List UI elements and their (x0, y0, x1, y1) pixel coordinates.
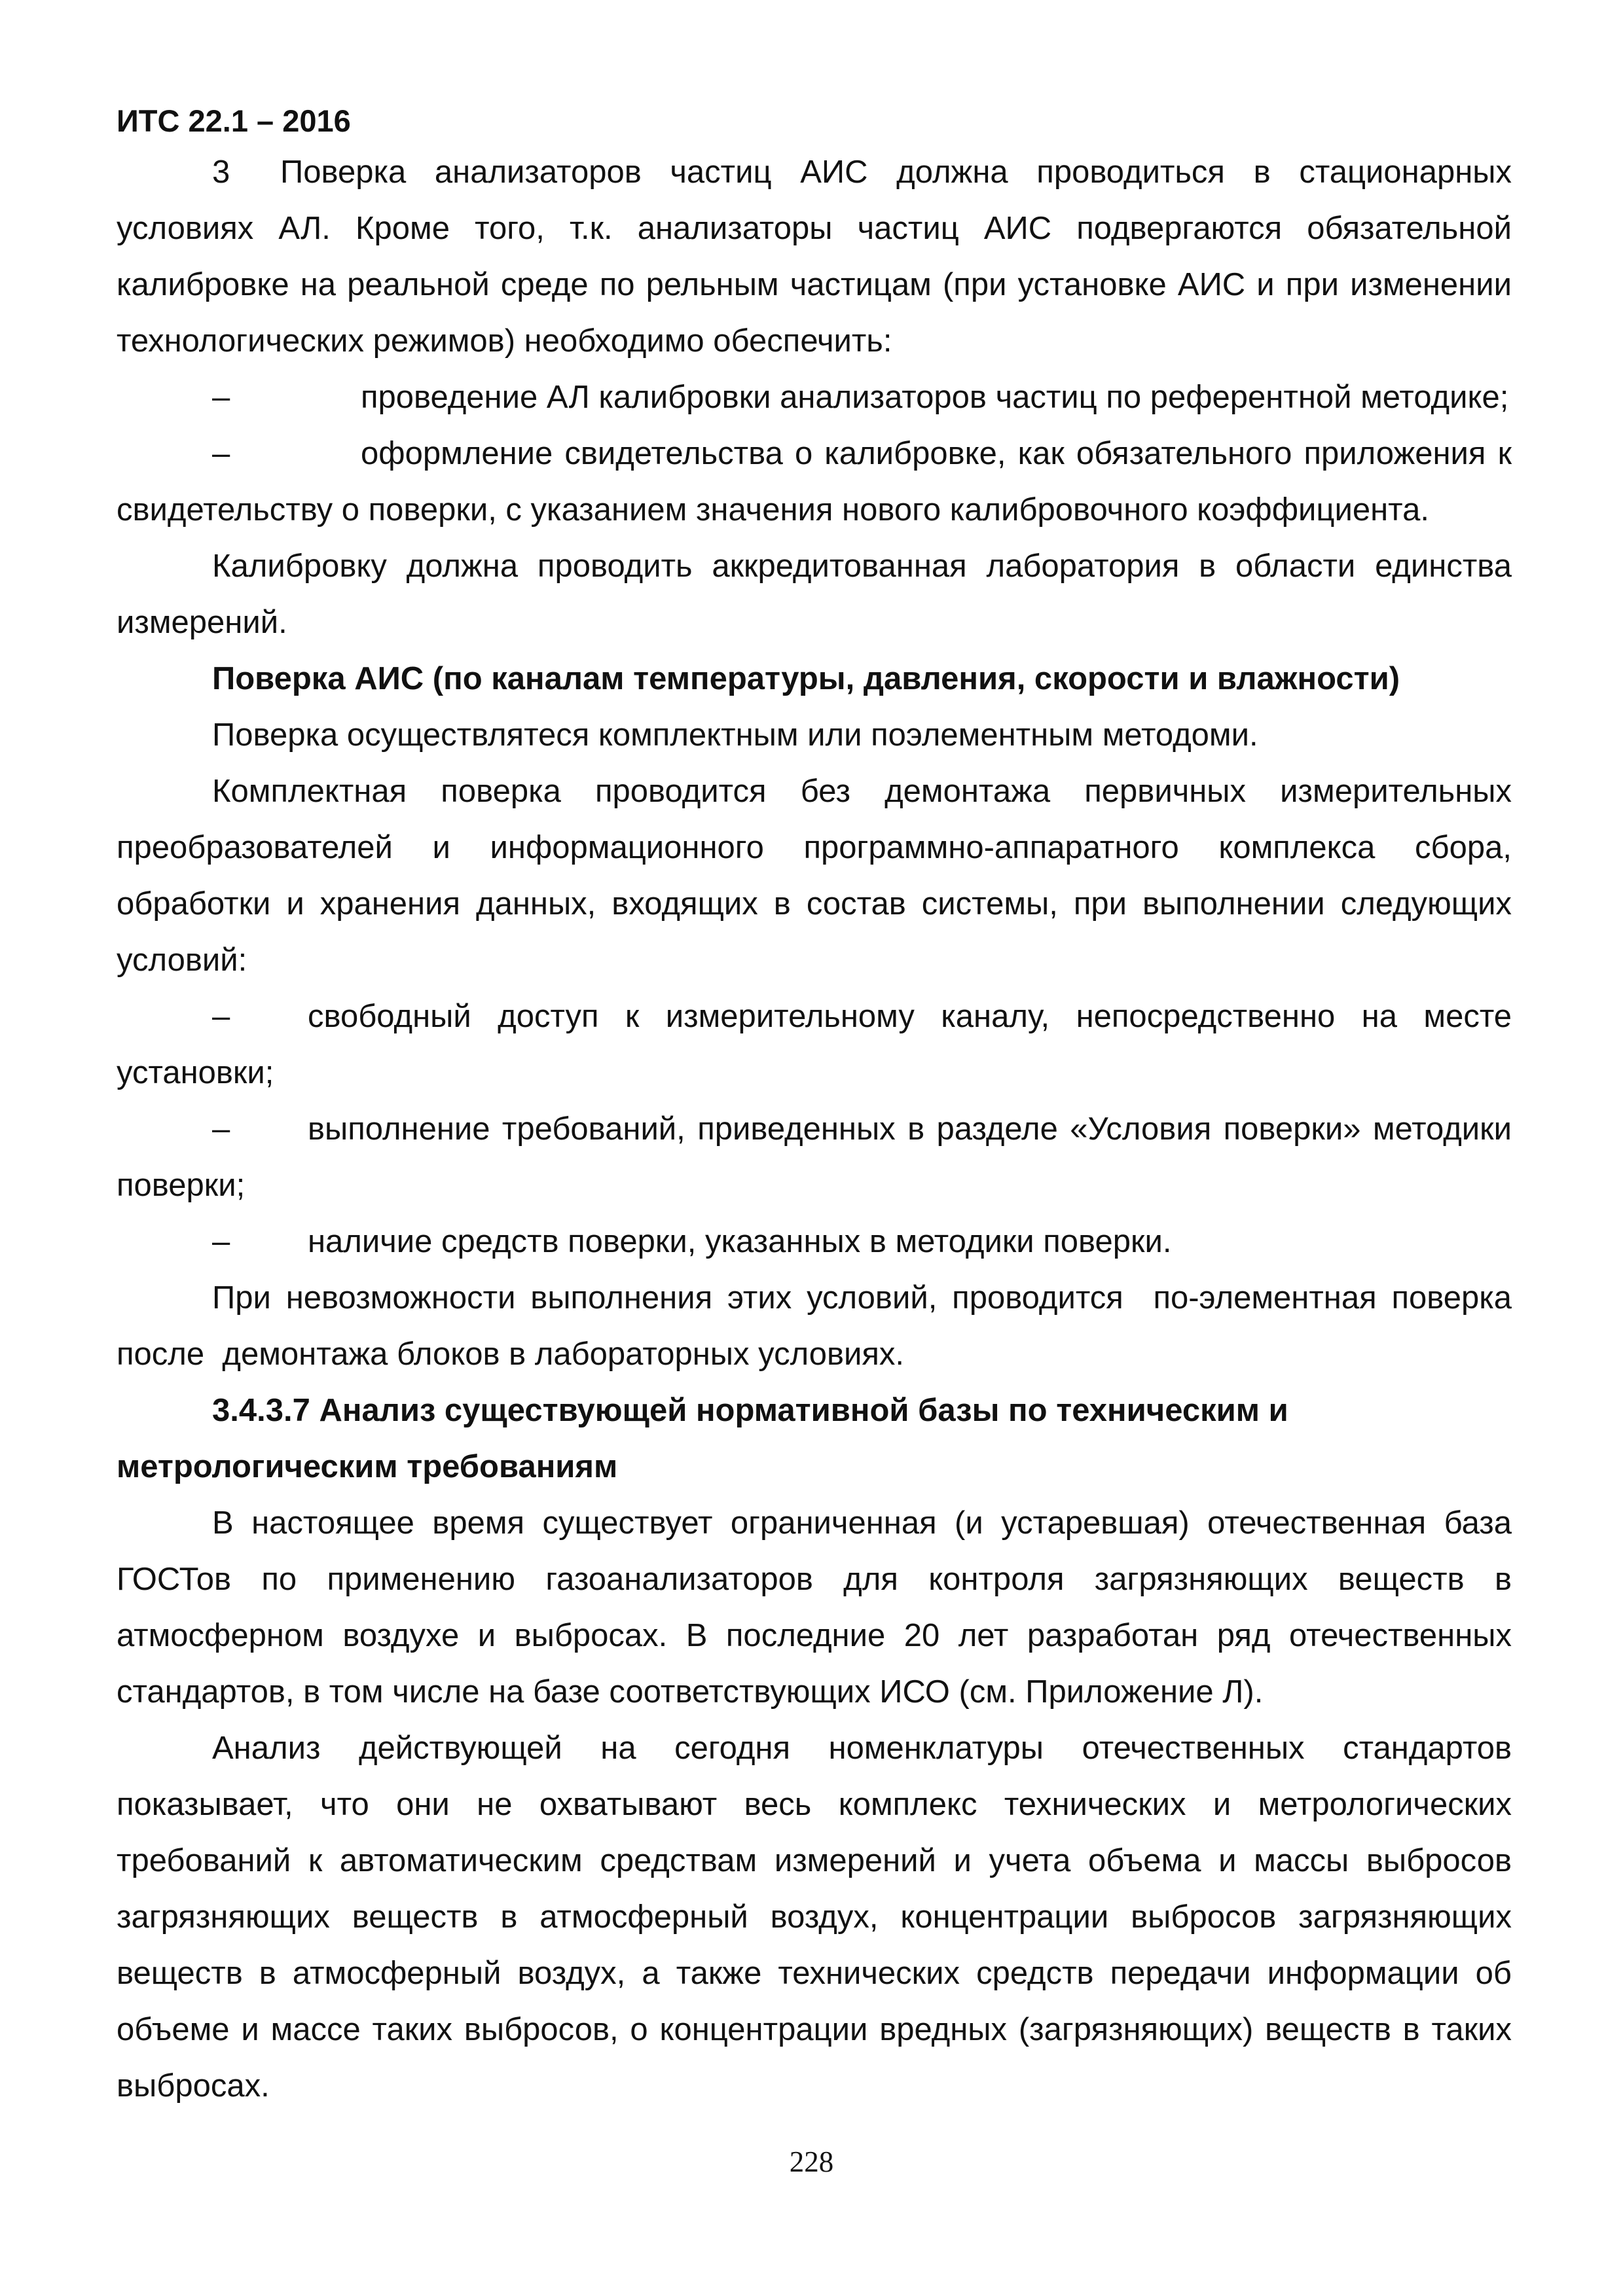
list-item-text: оформление свидетельства о калибровке, как обязательного приложения к свидетельству о поверки, с указанием значения нового калибровочного коэффициента. (117, 436, 1512, 528)
paragraph-number: 3 (212, 154, 230, 190)
list-item (117, 1213, 1512, 1270)
paragraph-verification-methods: Поверка осуществлятеся комплектным или поэлементным методоми. (212, 717, 1258, 753)
list-item (117, 988, 1512, 1101)
list-item (117, 369, 1512, 425)
list-item-text: наличие средств поверки, указанных в методики поверки. (308, 1224, 1172, 1259)
section-heading-line1: 3.4.3.7 Анализ существующей нормативной базы по техническим и (212, 1393, 1288, 1428)
dash-marker: – (212, 380, 230, 415)
dash-marker: – (212, 1224, 230, 1259)
section-heading-verification: Поверка АИС (по каналам температуры, давления, скорости и влажности) (212, 661, 1400, 696)
paragraph-gost-base: В настоящее время существует ограниченная (и устаревшая) отечественная база ГОСТов по применению газоанализаторов для контроля загрязняющих веществ в атмосферном воздухе и выбросах. В последние 20 лет разработан ряд отечественных стандартов, в том числе на базе соответствующих ИСО (см. Приложение Л). (117, 1505, 1512, 1710)
paragraph-calibration-intro (117, 144, 1512, 369)
document-body (117, 144, 1521, 2114)
paragraph-text: Поверка анализаторов частиц АИС должна проводиться в стационарных условиях АЛ. Кроме того, т.к. анализаторы частиц АИС подвергаются обязательной калибровке на реальной среде по рельным частицам (при установке АИС и при изменении технологических режимов) необходимо обеспечить: (117, 154, 1512, 359)
section-heading-line2: метрологическим требованиям (117, 1449, 618, 1484)
document-header: ИТС 22.1 – 2016 (117, 103, 351, 138)
paragraph-accredited-lab: Калибровку должна проводить аккредитованная лаборатория в области единства измерений. (117, 548, 1512, 640)
paragraph-element-verification: При невозможности выполнения этих условий, проводится по-элементная поверка после демонтажа блоков в лабораторных условиях. (117, 1280, 1521, 1372)
dash-marker: – (212, 1111, 230, 1147)
dash-marker: – (212, 999, 230, 1034)
list-item-text: свободный доступ к измерительному каналу, непосредственно на месте установки; (117, 999, 1512, 1090)
list-item (117, 1101, 1512, 1213)
paragraph-complete-verification: Комплектная поверка проводится без демонтажа первичных измерительных преобразователей и информационного программно-аппаратного комплекса сбора, обработки и хранения данных, входящих в состав системы, при выполнении следующих условий: (117, 774, 1512, 978)
page-number: 228 (789, 2145, 834, 2178)
list-item-text: проведение АЛ калибровки анализаторов частиц по референтной методике; (361, 380, 1509, 415)
list-item-text: выполнение требований, приведенных в разделе «Условия поверки» методики поверки; (117, 1111, 1512, 1203)
paragraph-standards-analysis: Анализ действующей на сегодня номенклатуры отечественных стандартов показывает, что они не охватывают весь комплекс технических и метрологических требований к автоматическим средствам измерений и учета объема и массы выбросов загрязняющих веществ в атмосферный воздух, концентрации выбросов загрязняющих веществ в атмосферный воздух, а также технических средств передачи информации об объеме и массе таких выбросов, о концентрации вредных (загрязняющих) веществ в таких выбросах. (117, 1731, 1512, 2104)
dash-marker: – (212, 436, 230, 471)
list-item (117, 425, 1512, 538)
